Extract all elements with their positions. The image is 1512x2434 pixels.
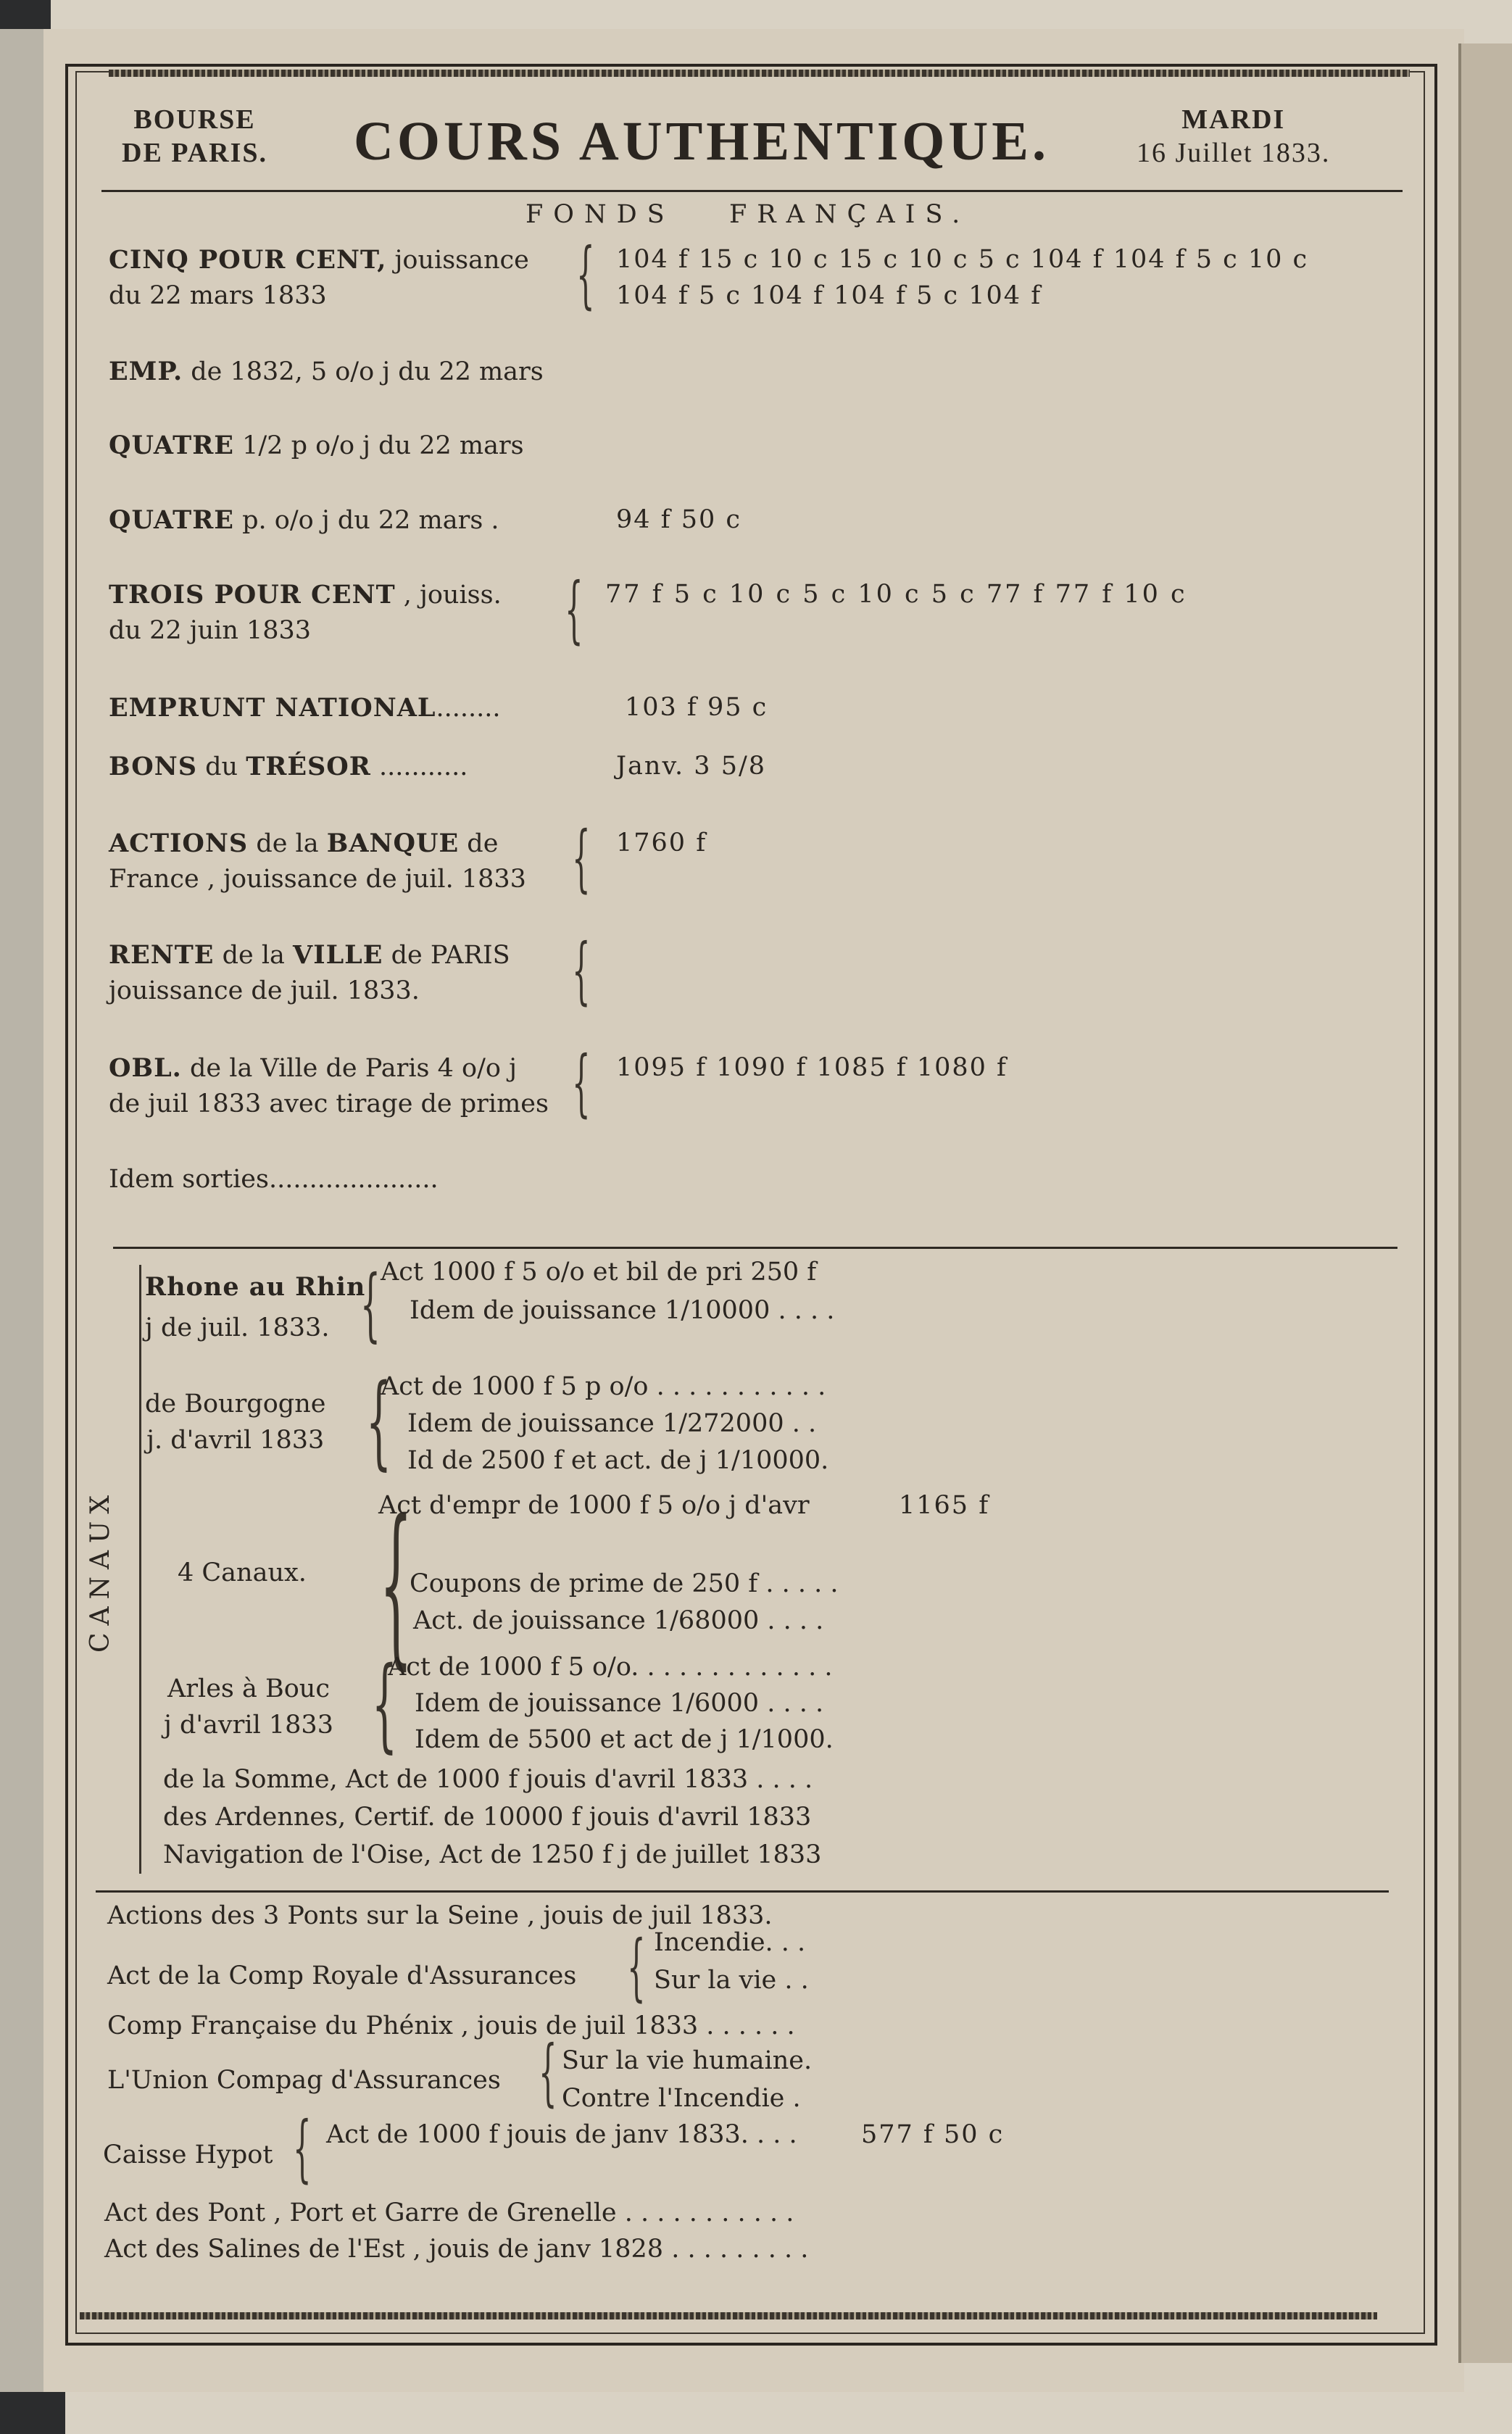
book-edge-right [1458, 43, 1512, 2363]
action-row: Act des Salines de l'Est , jouis de janv 1828 . . . . . . . . . [104, 2235, 809, 2264]
canaux-side-rule [139, 1265, 141, 1874]
book-edge-left [0, 0, 43, 2434]
brace-icon: { [572, 928, 591, 1013]
page-title: COURS AUTHENTIQUE. [354, 111, 1050, 172]
fonds-row-label-line2: du 22 mars 1833 [109, 281, 327, 310]
canal-line: de la Somme, Act de 1000 f jouis d'avril 1833 . . . . [163, 1765, 813, 1794]
header-divider [101, 190, 1403, 192]
fonds-row-label: QUATRE 1/2 p o/o j du 22 mars [109, 431, 524, 460]
action-row: Actions des 3 Ponts sur la Seine , jouis de juil 1833. [107, 1901, 773, 1930]
brace-icon: { [293, 2106, 312, 2190]
canal-item: Coupons de prime de 250 f . . . . . [410, 1569, 839, 1598]
action-sub: Sur la vie humaine. [562, 2046, 813, 2075]
fonds-row-label-line2: de juil 1833 avec tirage de primes [109, 1089, 549, 1118]
brace-icon: { [576, 232, 595, 317]
canal-item: Act de 1000 f 5 o/o. . . . . . . . . . . . . [388, 1653, 833, 1682]
brace-icon: { [627, 1924, 646, 2009]
fonds-row-label: EMP. de 1832, 5 o/o j du 22 mars [109, 357, 544, 386]
canal-value: 1165 f [899, 1491, 990, 1520]
fonds-row-label: TROIS POUR CENT , jouiss. [109, 580, 502, 610]
action-sub: Incendie. . . [654, 1928, 806, 1957]
canal-line: Navigation de l'Oise, Act de 1250 f j de juillet 1833 [163, 1840, 822, 1869]
fonds-row-values: 1095 f 1090 f 1085 f 1080 f [616, 1053, 1008, 1082]
action-row: Act des Pont , Port et Garre de Grenelle . . . . . . . . . . . [104, 2198, 794, 2227]
fonds-row-label: BONS du TRÉSOR ........... [109, 752, 468, 781]
fonds-row-label-line2: France , jouissance de juil. 1833 [109, 865, 526, 894]
header-right: MARDI 16 Juillet 1833. [1137, 104, 1331, 168]
fonds-row-label: ACTIONS de la BANQUE de [109, 828, 499, 858]
fonds-row-values-line2: 104 f 5 c 104 f 104 f 5 c 104 f [616, 281, 1042, 310]
canaux-side-label: CANAUX [86, 1487, 115, 1653]
book-edge-corner-bottom [0, 2392, 65, 2434]
action-row: Act de la Comp Royale d'Assurances [107, 1961, 577, 1990]
canal-line: des Ardennes, Certif. de 10000 f jouis d'avril 1833 [163, 1803, 812, 1832]
fonds-row-values: 77 f 5 c 10 c 5 c 10 c 5 c 77 f 77 f 10 c [605, 580, 1187, 609]
fonds-row-label: CINQ POUR CENT, jouissance [109, 245, 529, 275]
canal-item: Act d'empr de 1000 f 5 o/o j d'avr [378, 1491, 810, 1520]
canal-item: Idem de jouissance 1/6000 . . . . [415, 1689, 824, 1718]
fonds-row-label-line2: jouissance de juil. 1833. [109, 976, 420, 1005]
canal-name: 4 Canaux. [178, 1558, 307, 1587]
canal-item: Act de 1000 f 5 p o/o . . . . . . . . . . . [381, 1372, 826, 1401]
canal-item: Idem de 5500 et act de j 1/1000. [415, 1725, 834, 1754]
brace-icon: { [379, 1482, 413, 1685]
canal-name: Arles à Bouc j d'avril 1833 [164, 1674, 333, 1740]
fonds-row-values: Janv. 3 5/8 [616, 752, 767, 781]
brace-icon: { [572, 1040, 591, 1125]
fonds-row-values: 1760 f [616, 828, 707, 857]
brace-icon: { [360, 1258, 381, 1350]
brace-icon: { [365, 1363, 392, 1481]
action-row: Comp Française du Phénix , jouis de juil 1833 . . . . . . [107, 2011, 795, 2040]
top-ornament-rule [109, 70, 1410, 77]
fonds-row-label: OBL. de la Ville de Paris 4 o/o j [109, 1053, 517, 1083]
canal-item: Id de 2500 f et act. de j 1/10000. [407, 1446, 829, 1475]
action-value: 577 f 50 c [861, 2120, 1005, 2149]
action-sub: Sur la vie . . [654, 1966, 809, 1995]
fonds-row-values: 104 f 15 c 10 c 15 c 10 c 5 c 104 f 104 f 5 c 10 c [616, 245, 1309, 274]
brace-icon: { [565, 567, 583, 652]
brace-icon: { [572, 815, 591, 900]
section-heading-fonds: FONDS FRANÇAIS. [526, 200, 971, 229]
brace-icon: { [539, 2030, 557, 2114]
bottom-ornament-rule [80, 2312, 1377, 2319]
canal-item: Act 1000 f 5 o/o et bil de pri 250 f [381, 1258, 817, 1287]
action-row: L'Union Compag d'Assurances [107, 2066, 501, 2095]
book-edge-corner [0, 0, 51, 29]
action-sub: Contre l'Incendie . [562, 2084, 801, 2113]
header-left: BOURSE DE PARIS. [122, 104, 267, 168]
canal-name: de Bourgogne j. d'avril 1833 [145, 1390, 326, 1455]
canal-item: Act. de jouissance 1/68000 . . . . [413, 1606, 824, 1635]
action-row: Caisse Hypot [103, 2140, 273, 2169]
fonds-row-label-line2: du 22 juin 1833 [109, 616, 312, 645]
canal-item: Idem de jouissance 1/10000 . . . . [410, 1296, 835, 1325]
canal-item: Idem de jouissance 1/272000 . . [407, 1409, 817, 1438]
fonds-row-values: 94 f 50 c [616, 505, 742, 534]
section-divider [113, 1247, 1397, 1249]
fonds-row-label: QUATRE p. o/o j du 22 mars . [109, 505, 499, 535]
fonds-row-label: EMPRUNT NATIONAL........ [109, 693, 501, 723]
fonds-row-label: RENTE de la VILLE de PARIS [109, 940, 510, 970]
fonds-row-values: 103 f 95 c [625, 693, 768, 722]
canal-name: Rhone au Rhin j de juil. 1833. [145, 1272, 366, 1342]
brace-icon: { [371, 1645, 398, 1764]
section-divider [96, 1890, 1389, 1893]
fonds-row-label: Idem sorties..................... [109, 1165, 439, 1194]
action-sub: Act de 1000 f jouis de janv 1833. . . . [326, 2120, 797, 2149]
